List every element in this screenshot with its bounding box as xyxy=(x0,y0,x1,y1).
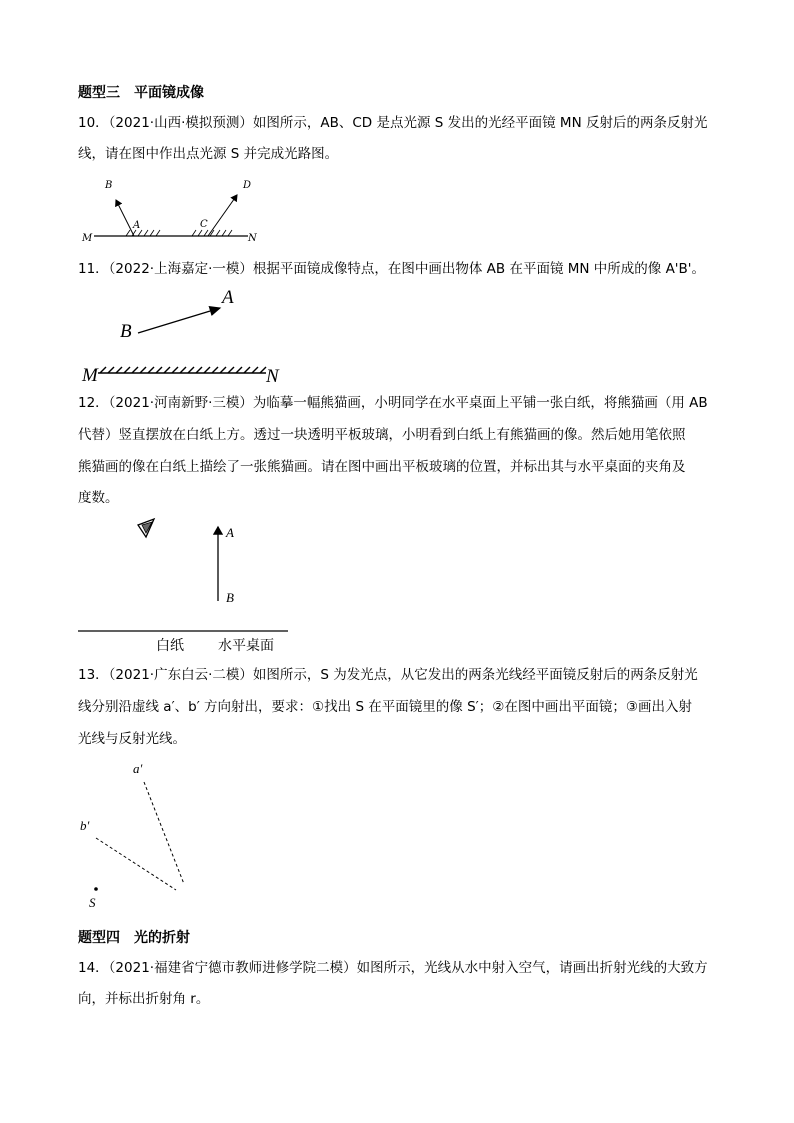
q10-text-line1: 10．（2021·山西·模拟预测）如图所示，AB、CD 是点光源 S 发出的光经平面镜 MN 反射后的两条反射光 xyxy=(78,115,708,131)
q12-figure xyxy=(76,515,316,655)
eye-icon xyxy=(138,519,154,537)
q11-text-line1: 11．（2022·上海嘉定·一模）根据平面镜成像特点，在图中画出物体 AB 在平面镜 MN 中所成的像 A'B'。 xyxy=(78,261,705,277)
q11-figure xyxy=(80,285,300,385)
q11-label-b: B xyxy=(120,321,132,342)
q12-label-table: 水平桌面 xyxy=(218,638,274,654)
q13-text-line3: 光线与反射光线。 xyxy=(78,731,186,747)
q12-label-paper: 白纸 xyxy=(156,638,184,654)
q13-text-line2: 线分别沿虚线 a′、b′ 方向射出，要求：①找出 S 在平面镜里的像 S′；②在图中画出平面镜；③画出入射 xyxy=(78,699,692,715)
q11-label-m: M xyxy=(82,365,98,386)
q11-label-n: N xyxy=(266,366,279,387)
q13-figure xyxy=(76,758,206,913)
q12-text-line3: 熊猫画的像在白纸上描绘了一张熊猫画。请在图中画出平板玻璃的位置，并标出其与水平桌面的夹角及 xyxy=(78,459,686,475)
q12-text-line2: 代替）竖直摆放在白纸上方。透过一块透明平板玻璃，小明看到白纸上有熊猫画的像。然后她用笔依照 xyxy=(78,427,686,443)
q10-label-b: B xyxy=(105,180,113,191)
q10-label-c: C xyxy=(200,219,208,230)
q14-text-line1: 14．（2021·福建省宁德市教师进修学院二模）如图所示，光线从水中射入空气，请画出折射光线的大致方 xyxy=(78,960,708,976)
q10-mirror-hatch xyxy=(126,230,232,236)
q10-ray-cd xyxy=(208,195,237,236)
q13-label-s: S xyxy=(89,895,96,910)
q10-label-n: N xyxy=(248,233,257,244)
q11-object-ab xyxy=(138,308,220,333)
q12-text-line4: 度数。 xyxy=(78,490,119,506)
q12-text-line1: 12．（2021·河南新野·三模）为临摹一幅熊猫画，小明同学在水平桌面上平铺一张白纸，将熊猫画（用 AB xyxy=(78,395,708,411)
q12-label-b: B xyxy=(226,590,234,605)
q10-ray-ab xyxy=(116,200,134,236)
q10-label-d: D xyxy=(243,180,252,191)
q13-dashed-a xyxy=(144,782,184,884)
q10-text-line2: 线，请在图中作出点光源 S 并完成光路图。 xyxy=(78,146,339,162)
q13-text-line1: 13．（2021·广东白云·二模）如图所示，S 为发光点，从它发出的两条光线经平面镜反射后的两条反射光 xyxy=(78,667,698,683)
q13-label-a: a′ xyxy=(133,761,143,776)
q10-label-a: A xyxy=(133,220,141,231)
q10-figure xyxy=(80,175,270,245)
q14-text-line2: 向，并标出折射角 r。 xyxy=(78,991,210,1007)
section-title-mirror-imaging: 题型三 平面镜成像 xyxy=(78,85,204,101)
q13-dashed-b xyxy=(96,838,176,890)
q11-label-a: A xyxy=(222,287,234,308)
q13-point-s xyxy=(94,887,98,891)
section-title-refraction: 题型四 光的折射 xyxy=(78,930,190,946)
q12-label-a: A xyxy=(226,525,234,540)
q13-label-b: b′ xyxy=(80,818,90,833)
q11-mirror-hatch xyxy=(100,367,266,373)
q10-label-m: M xyxy=(82,233,93,244)
